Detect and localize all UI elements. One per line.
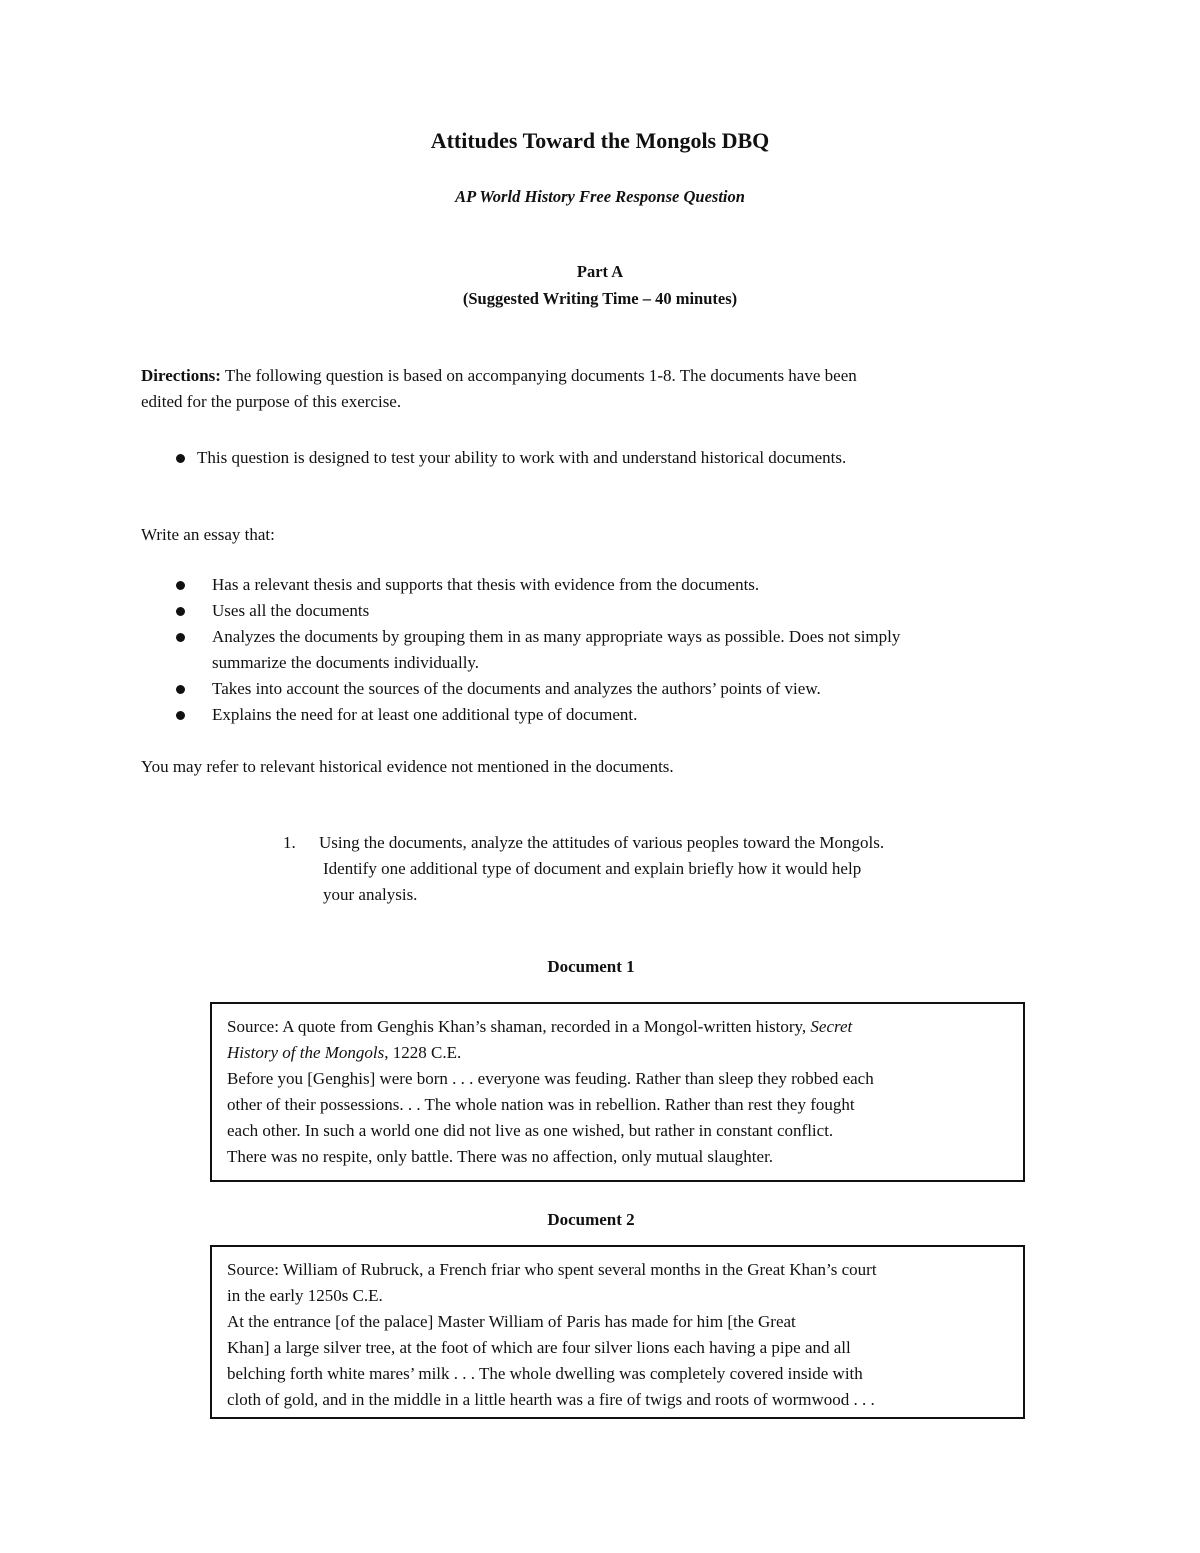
document-2-line: Khan] a large silver tree, at the foot of which are four silver lions each having a pipe and all — [227, 1338, 851, 1357]
criteria-text: Uses all the documents — [212, 601, 370, 620]
criteria-text: Explains the need for at least one additional type of document. — [212, 705, 638, 724]
criteria-text-line: summarize the documents individually. — [212, 653, 480, 672]
criteria-text: Takes into account the sources of the documents and analyzes the authors’ points of view. — [212, 679, 821, 698]
bullet-icon — [176, 454, 185, 463]
document-2-line: At the entrance [of the palace] Master William of Paris has made for him [the Great — [227, 1312, 796, 1331]
document-2-heading: Document 2 — [547, 1210, 635, 1229]
directions-text-line2: edited for the purpose of this exercise. — [141, 392, 402, 411]
list-item — [176, 598, 1056, 624]
list-item — [176, 702, 1056, 728]
question-line: your analysis. — [323, 885, 418, 904]
source-title-part: History of the Mongols — [227, 1043, 385, 1062]
document-1-line: each other. In such a world one did not live as one wished, but rather in constant conflict. — [227, 1121, 834, 1140]
bullet-icon — [176, 633, 185, 642]
essay-intro: Write an essay that: — [141, 525, 275, 544]
directions-label: Directions: — [141, 366, 221, 385]
designed-bullet-text: This question is designed to test your ability to work with and understand historical documents. — [197, 448, 847, 467]
question-number: 1. — [283, 833, 296, 852]
bullet-icon — [176, 685, 185, 694]
document-1-source — [227, 1014, 1008, 1040]
source-title-part: Secret — [810, 1017, 853, 1036]
list-item — [176, 676, 1056, 702]
document-1-line: other of their possessions. . . The whole nation was in rebellion. Rather than rest they fought — [227, 1095, 855, 1114]
directions-text-line1: The following question is based on accompanying documents 1-8. The documents have been — [220, 366, 857, 385]
bullet-icon — [176, 711, 185, 720]
refer-note: You may refer to relevant historical evidence not mentioned in the documents. — [141, 757, 674, 776]
directions-paragraph — [141, 363, 1021, 415]
document-1-line: Before you [Genghis] were born . . . everyone was feuding. Rather than sleep they robbed each — [227, 1069, 874, 1088]
document-2-source: Source: William of Rubruck, a French friar who spent several months in the Great Khan’s court — [227, 1260, 877, 1279]
document-2-line: cloth of gold, and in the middle in a little hearth was a fire of twigs and roots of wormwood . . . — [227, 1390, 875, 1409]
question-line: Identify one additional type of document and explain briefly how it would help — [323, 859, 862, 878]
document-2-box — [210, 1245, 1025, 1419]
document-1-heading: Document 1 — [547, 957, 635, 976]
bullet-icon — [176, 581, 185, 590]
bullet-icon — [176, 607, 185, 616]
document-title: Attitudes Toward the Mongols DBQ — [430, 128, 770, 153]
list-item — [176, 572, 1056, 598]
source-date: , 1228 C.E. — [384, 1043, 462, 1062]
document-1-box — [210, 1002, 1025, 1182]
list-item — [176, 624, 1056, 676]
criteria-text: Has a relevant thesis and supports that thesis with evidence from the documents. — [212, 575, 760, 594]
source-text: Source: A quote from Genghis Khan’s shaman, recorded in a Mongol-written history, — [227, 1017, 811, 1036]
document-2-source-cont: in the early 1250s C.E. — [227, 1286, 383, 1305]
criteria-list — [176, 572, 1056, 728]
document-1-line: There was no respite, only battle. There was no affection, only mutual slaughter. — [227, 1147, 774, 1166]
writing-time: (Suggested Writing Time – 40 minutes) — [462, 289, 738, 308]
part-heading: Part A — [576, 262, 624, 281]
document-1-source-cont — [227, 1040, 1008, 1066]
document-2-line: belching forth white mares’ milk . . . The whole dwelling was completely covered inside with — [227, 1364, 863, 1383]
question-text — [319, 830, 1019, 908]
document-subtitle: AP World History Free Response Question — [455, 187, 745, 206]
question-line: Using the documents, analyze the attitudes of various peoples toward the Mongols. — [319, 833, 885, 852]
designed-bullet — [176, 445, 1026, 471]
criteria-text-line: Analyzes the documents by grouping them in as many appropriate ways as possible. Does not simply — [212, 627, 901, 646]
criteria-text — [212, 624, 900, 676]
